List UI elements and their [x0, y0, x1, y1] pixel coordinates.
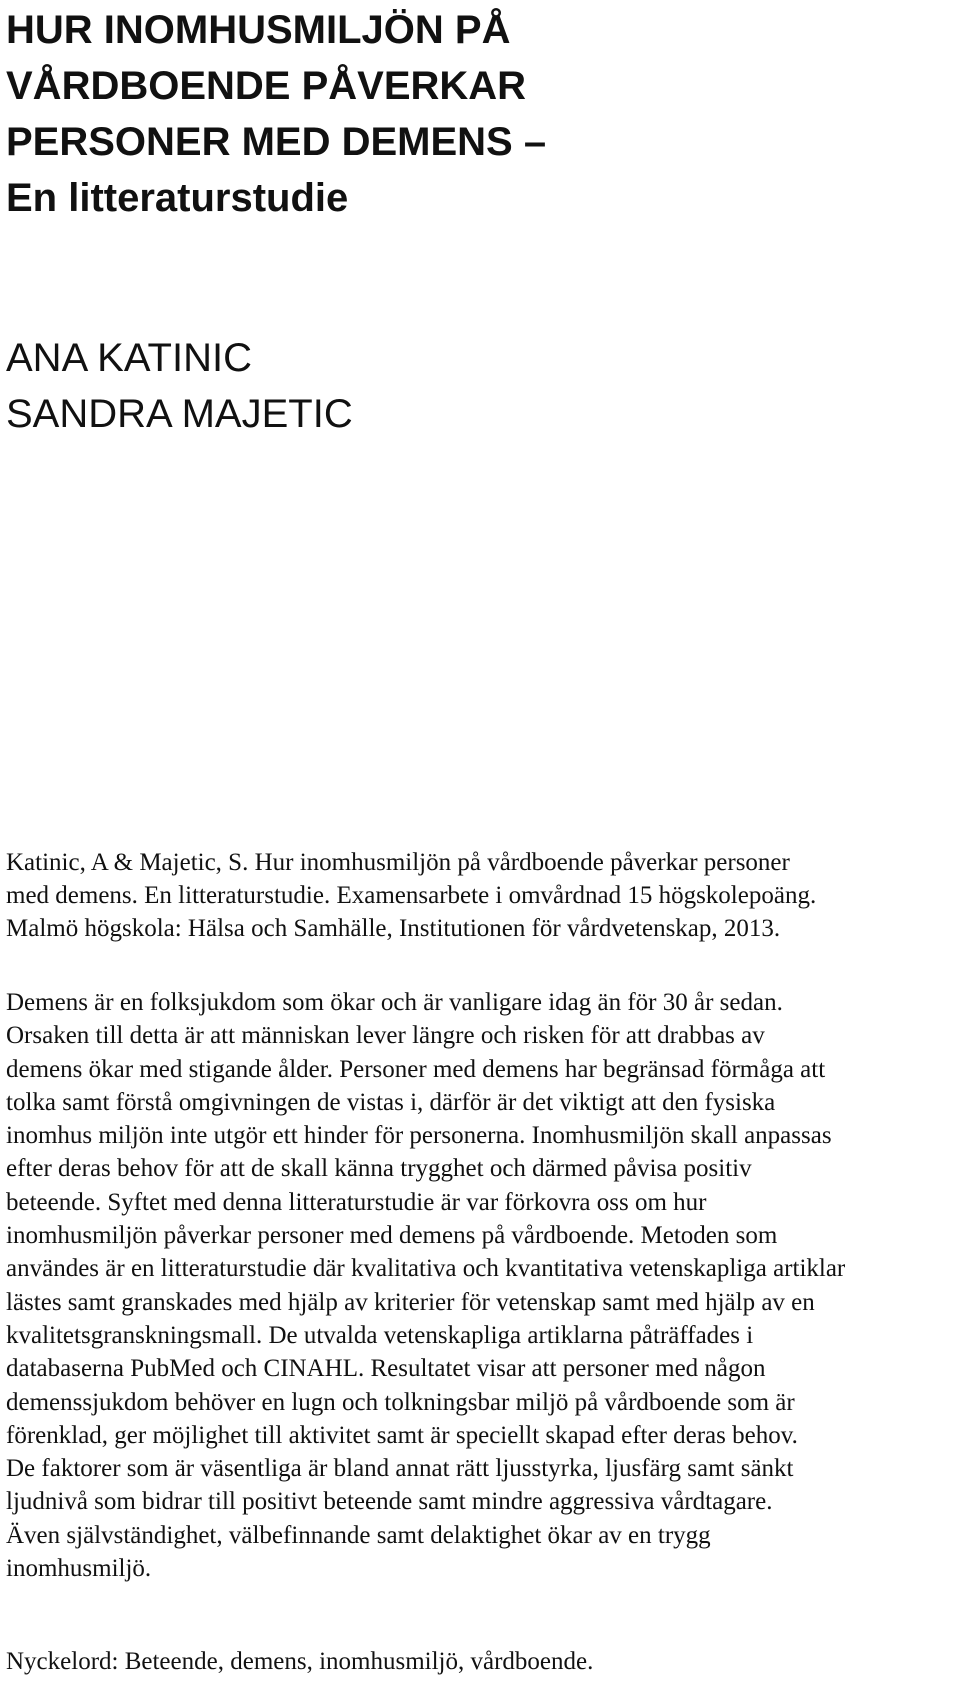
- citation: [6, 847, 956, 945]
- author-name: ANA KATINIC: [6, 336, 252, 380]
- citation-line: Katinic, A & Majetic, S. Hur inomhusmiljön på vårdboende påverkar personer: [6, 849, 790, 876]
- abstract-line: användes är en litteraturstudie där kvalitativa och kvantitativa vetenskapliga artiklar: [6, 1255, 846, 1283]
- title-line-1: HUR INOMHUSMILJÖN PÅ: [6, 8, 511, 52]
- abstract-line: demens ökar med stigande ålder. Personer med demens har begränsad förmåga att: [6, 1055, 826, 1083]
- abstract-line: inomhusmiljö.: [6, 1555, 152, 1583]
- keywords: Nyckelord: Beteende, demens, inomhusmiljö, vårdboende.: [6, 1648, 594, 1675]
- abstract-line: beteende. Syftet med denna litteraturstudie är var förkovra oss om hur: [6, 1188, 707, 1216]
- abstract-line: Orsaken till detta är att människan lever längre och risken för att drabbas av: [6, 1022, 765, 1050]
- abstract-line: tolka samt förstå omgivningen de vistas i, därför är det viktigt att den fysiska: [6, 1088, 776, 1116]
- citation-line: med demens. En litteraturstudie. Examensarbete i omvårdnad 15 högskolepoäng.: [6, 881, 817, 909]
- citation-line: Malmö högskola: Hälsa och Samhälle, Institutionen för vårdvetenskap, 2013.: [6, 914, 781, 942]
- document-subtitle: En litteraturstudie: [6, 176, 349, 220]
- abstract-line: Demens är en folksjukdom som ökar och är vanligare idag än för 30 år sedan.: [6, 989, 783, 1016]
- author-list: [6, 330, 353, 442]
- title-line-2: VÅRDBOENDE PÅVERKAR: [6, 64, 527, 108]
- abstract-line: databaserna PubMed och CINAHL. Resultatet visar att personer med någon: [6, 1355, 766, 1383]
- title-line-3: PERSONER MED DEMENS –: [6, 120, 547, 164]
- abstract-line: efter deras behov för att de skall känna trygghet och därmed påvisa positiv: [6, 1155, 752, 1183]
- abstract-line: lästes samt granskades med hjälp av kriterier för vetenskap samt med hjälp av en: [6, 1288, 815, 1316]
- abstract-line: demenssjukdom behöver en lugn och tolkningsbar miljö på vårdboende som är: [6, 1388, 795, 1416]
- abstract-line: kvalitetsgranskningsmall. De utvalda vetenskapliga artiklarna påträffades i: [6, 1321, 754, 1349]
- abstract: [6, 986, 956, 1585]
- abstract-line: inomhusmiljön påverkar personer med demens på vårdboende. Metoden som: [6, 1222, 778, 1250]
- abstract-line: De faktorer som är väsentliga är bland annat rätt ljusstyrka, ljusfärg samt sänkt: [6, 1455, 794, 1483]
- abstract-line: Även självständighet, välbefinnande samt delaktighet ökar av en trygg: [6, 1521, 711, 1549]
- document-title: [6, 2, 546, 226]
- abstract-line: inomhus miljön inte utgör ett hinder för personerna. Inomhusmiljön skall anpassas: [6, 1122, 832, 1150]
- abstract-line: ljudnivå som bidrar till positivt beteende samt mindre aggressiva vårdtagare.: [6, 1488, 773, 1516]
- author-name: SANDRA MAJETIC: [6, 392, 353, 436]
- abstract-line: förenklad, ger möjlighet till aktivitet samt är speciellt skapad efter deras behov.: [6, 1421, 798, 1449]
